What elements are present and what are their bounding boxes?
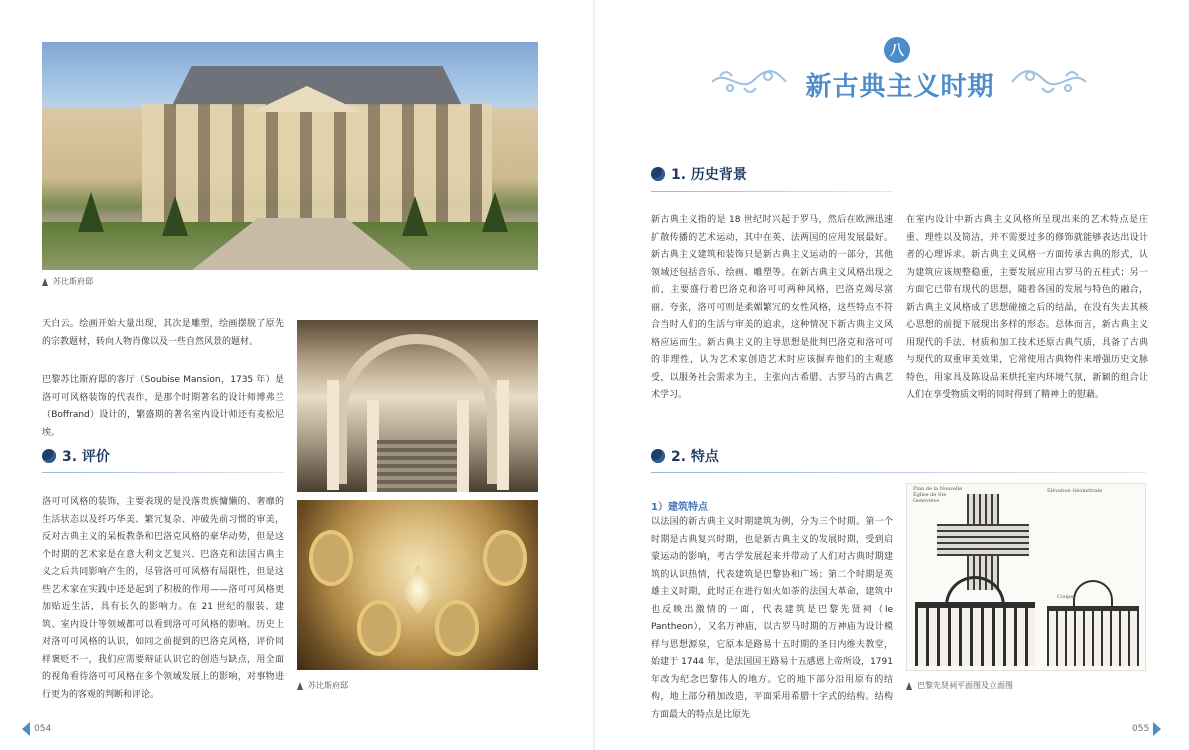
caption-marker-icon: [42, 278, 48, 286]
section-bullet-icon: [651, 449, 665, 463]
plan-label: Plan de la Nouvelle Église de Ste Geneviève: [913, 486, 963, 504]
caption-marker-icon: [906, 682, 912, 690]
section-1-heading: 1. 历史背景: [651, 164, 747, 184]
left-page-number: 054: [22, 722, 51, 736]
section-1-paragraph-col2: 在室内设计中新古典主义风格所呈现出来的艺术特点是庄重、理性以及简洁，并不需要过多的修饰就能够表达出设计者的心理诉求。新古典主义风格一方面传承古典的形式，认为建筑应该规整稳重，主要发展应用古罗马的五柱式；另一方面它已带有现代的思想，随着各国的发展与特色的融合，新古典主义风格成了思想碰撞之后的结晶，在没有失去其核心思想的前提下展现出多样的形态。总体而言，新古典主义用现代的手法、材质和加工技术还原古典气质，具备了古典与现代的双重审美效果，它常使用古典物件来增强历史文脉特色，用家具及陈设品来烘托室内环境气氛，新颖的组合让人们在享受物质文明的同时得到了精神上的慰藉。: [906, 215, 1148, 400]
section-3-divider: [42, 472, 284, 473]
soubise-mansion-photo: [42, 42, 538, 270]
section-1-divider: [651, 191, 893, 192]
elevation-label: Élévation Géométrale: [1047, 488, 1103, 494]
section-2-divider: [651, 472, 1146, 473]
section-2-heading: 2. 特点: [651, 446, 719, 466]
section-3-paragraph: 洛可可风格的装饰，主要表现的是没落贵族慵懒的、奢靡的生活状态以及纤巧华美、繁冗复杂、冲破先前习惯的审美，反对古典主义的呆板教条和巴洛克风格的豪华动势，但是这个时期的艺术家是在意大利文艺复兴、巴洛克和法国古典主义之后共同影响产生的，尽管洛可可风格有局限性，但是这些艺术家在实践中还是起到了积极的作用——洛可可风格更加贴近生活，具有长久的影响力。在 21 世纪的服装、建筑、室内设计等领域都可以看到洛可可风格的影响。历史上对洛可可风格的认识，如同之前提到的巴洛克风格，评价同样褒贬不一，我们应需要辩证认识它的创造与缺点，用全面的视角看待洛可可风格在多个领域发展上的影响，对事物进行更为的客观的判断和评论。: [42, 497, 284, 700]
section-1-paragraph-col1: 新古典主义指的是 18 世纪时兴起于罗马，然后在欧洲迅速扩散传播的艺术运动，其中在英、法两国的应用发展最好。新古典主义建筑和装饰只是新古典主义运动的一部分，其他领域还包括音乐、绘画、雕塑等。在新古典主义风格出现之前，主要盛行着巴洛克和洛可可两种风格，巴洛克竭尽富丽、夸张，洛可可则是柔媚繁冗的女性风格，这些特点不符合当时人们的生活与审美的追求，这种情况下新古典主义风格应运而生。新古典主义的主导思想是批判巴洛克和洛可可的非理性，认为艺术家创造艺术时应该摒弃他们的主观感受，以服务社会需求为主，主张向古希腊、古罗马的古典艺术学习。: [651, 215, 893, 400]
intro-paragraph: 天白云。绘画开始大量出现，其次是雕塑，绘画摆脱了原先的宗教题材，转向人物肖像以及一些自然风景的题材。: [42, 319, 284, 347]
section-bullet-icon: [651, 167, 665, 181]
book-spine: [593, 0, 595, 750]
soubise-paragraph: 巴黎苏比斯府邸的客厅（Soubise Mansion，1735 年）是洛可可风格装饰的代表作，是那个时期著名的设计师博弗兰（Boffrand）设计的，繁盛期的著名室内设计师还有麦松尼埃。: [42, 375, 284, 438]
page-flag-icon: [1153, 722, 1161, 736]
rococo-salon-photo: [297, 500, 538, 670]
section-label: Coupe: [1057, 594, 1074, 600]
chapter-number-badge: 八: [884, 37, 910, 63]
pantheon-plan-drawing: [906, 483, 1146, 671]
staircase-photo: [297, 320, 538, 492]
page-flag-icon: [22, 722, 30, 736]
caption-marker-icon: [297, 682, 303, 690]
bottom-photo-caption: 苏比斯府邸: [297, 680, 348, 691]
architecture-subheading: 1）建筑特点: [651, 502, 708, 513]
chapter-title: 新古典主义时期: [805, 72, 995, 102]
section-3-heading: 3. 评价: [42, 446, 110, 466]
section-2-paragraph: 以法国的新古典主义时期建筑为例，分为三个时期。第一个时期是古典复兴时期，也是新古典主义的发展时期，受到启蒙运动的影响，考古学发展起来并带动了人们对古典时期建筑的认识热情，代表建筑是巴黎协和广场；第二个时期是英雄主义时期，此时正在进行如火如荼的法国大革命，建筑中也反映出激情的一面，代表建筑是巴黎先贤祠（le Pantheon），又名万神庙，以古罗马时期的万神庙为设计模样与思想源泉，它原本是路易十五时期的圣日内维夫教堂，始建于 1744 年，是法国国王路易十五感恩上帝所设，1791 年改为纪念巴黎伟人的地方。它的地下部分沿用原有的结构，地上部分稍加改造，平面采用希腊十字式的结构。结构方面最大的特点是比原先: [651, 517, 893, 720]
left-floral-ornament: [710, 64, 788, 98]
plan-caption: 巴黎先贤祠平面图及立面图: [906, 680, 1013, 691]
top-photo-caption: 苏比斯府邸: [42, 276, 93, 287]
right-floral-ornament: [1010, 64, 1088, 98]
right-page-number: 055: [1132, 722, 1161, 736]
section-bullet-icon: [42, 449, 56, 463]
